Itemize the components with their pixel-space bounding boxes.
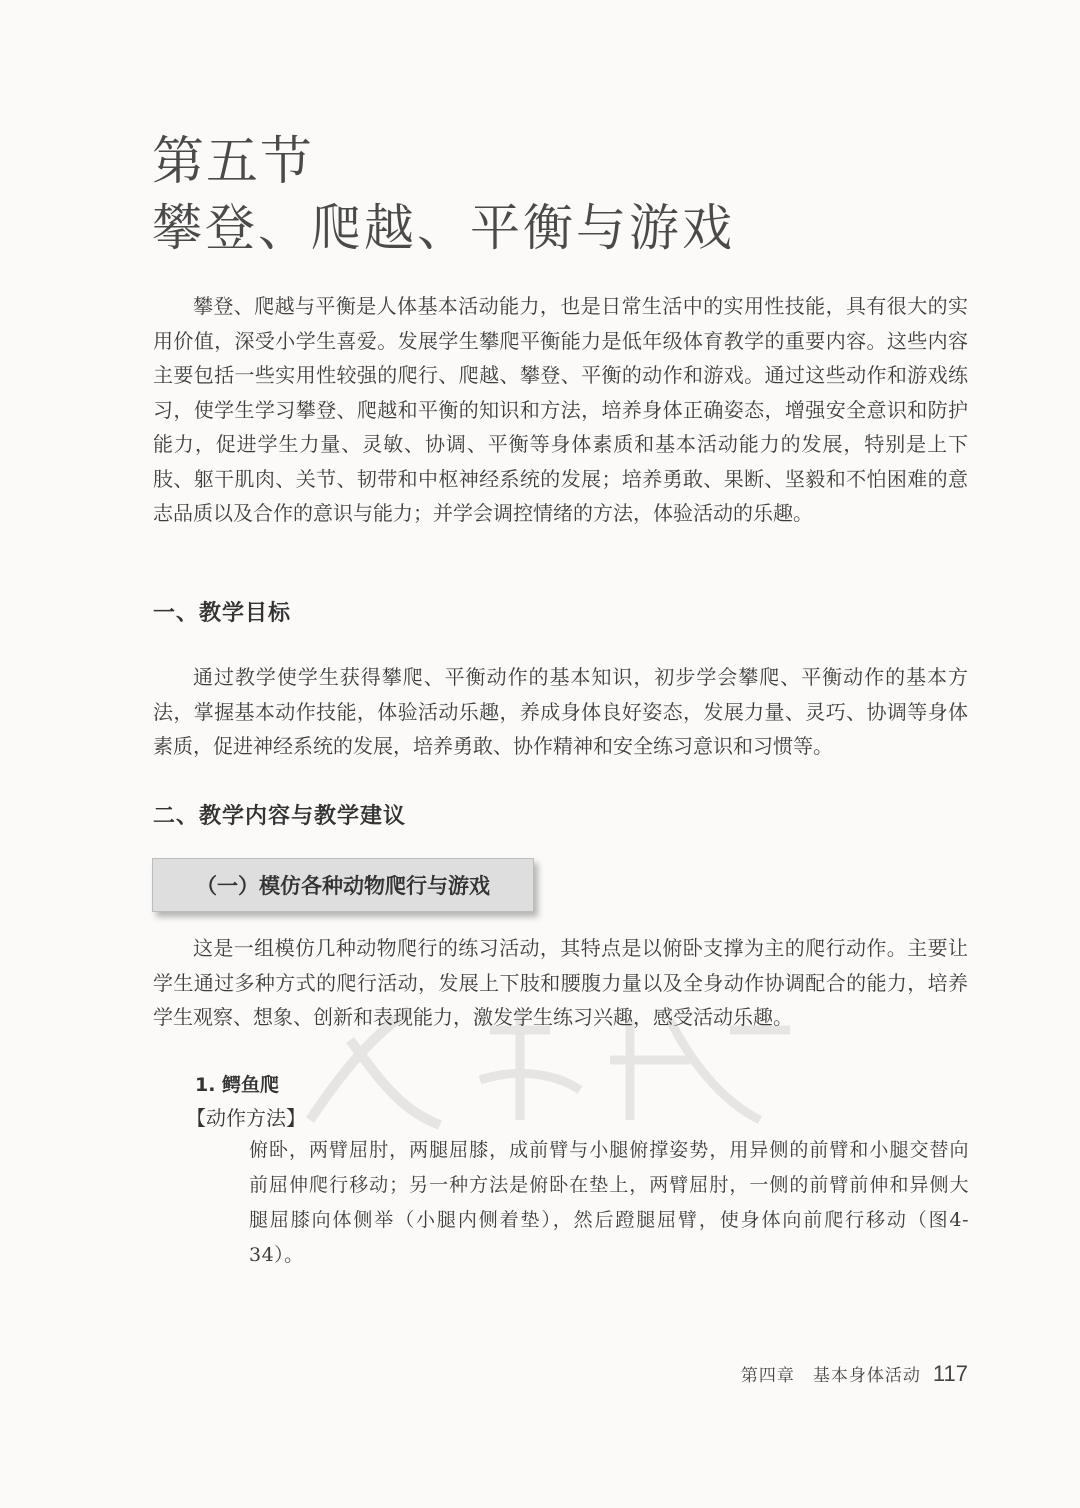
teaching-content-heading: 二、教学内容与教学建议 [153,804,407,829]
method-paragraph: 俯卧，两臂屈肘，两腿屈膝，成前臂与小腿俯撑姿势，用异侧的前臂和小腿交替向前屈伸爬行移动；另一种方法是俯卧在垫上，两臂屈肘，一侧的前臂前伸和异侧大腿屈膝向体侧举（小腿内侧着垫），然后蹬腿屈臂，使身体向前爬行移动（图4-34）。 [249,1139,969,1266]
subsection-title: （一）模仿各种动物爬行与游戏 [196,874,490,898]
subsection-title-box [152,858,534,912]
section-number: 第五节 [152,132,315,192]
subsection-paragraph: 这是一组模仿几种动物爬行的练习活动，其特点是以俯卧支撑为主的爬行动作。主要让学生通过多种方式的爬行活动，发展上下肢和腰腹力量以及全身动作协调配合的能力，培养学生观察、想象、创新和表现能力，激发学生练习兴趣，感受活动乐趣。 [153,936,968,1029]
footer-chapter: 第四章 基本身体活动 [740,1366,921,1386]
method-label: 【动作方法】 [186,1106,306,1130]
intro-paragraph: 攀登、爬越与平衡是人体基本活动能力，也是日常生活中的实用性技能，具有很大的实用价值，深受小学生喜爱。发展学生攀爬平衡能力是低年级体育教学的重要内容。这些内容主要包括一些实用性较强的爬行、爬越、攀登、平衡的动作和游戏。通过这些动作和游戏练习，使学生学习攀登、爬越和平衡的知识和方法，培养身体正确姿态，增强安全意识和防护能力，促进学生力量、灵敏、协调、平衡等身体素质和基本活动能力的发展，特别是上下肢、躯干肌肉、关节、韧带和中枢神经系统的发展；培养勇敢、果断、坚毅和不怕困难的意志品质以及合作的意识与能力；并学会调控情绪的方法，体验活动的乐趣。 [153,294,968,525]
section-title: 攀登、爬越、平衡与游戏 [152,199,735,257]
teaching-goals-paragraph: 通过教学使学生获得攀爬、平衡动作的基本知识，初步学会攀爬、平衡动作的基本方法，掌握基本动作技能，体验活动乐趣，养成身体良好姿态，发展力量、灵巧、协调等身体素质，促进神经系统的发展，培养勇敢、协作精神和安全练习意识和习惯等。 [153,665,968,758]
page-number: 117 [932,1361,968,1386]
teaching-goals-heading: 一、教学目标 [153,601,292,626]
page-footer [741,1361,968,1387]
item-title: 1. 鳄鱼爬 [195,1074,280,1096]
